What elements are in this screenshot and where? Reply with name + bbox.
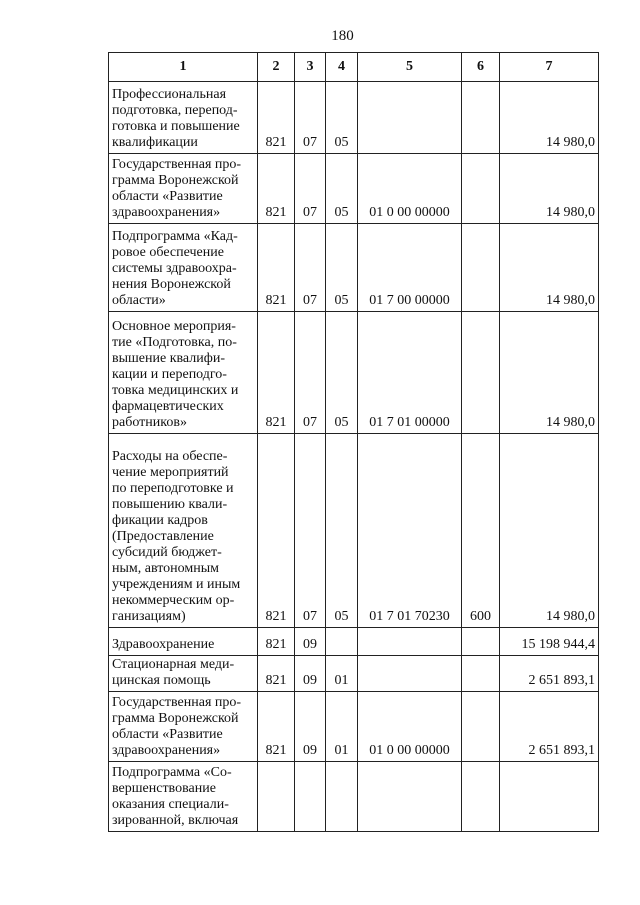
row-name-text: Здравоохранение [112, 637, 215, 652]
row-section: 07 [295, 312, 326, 434]
row-subsection: 01 [326, 692, 358, 762]
row-grbs: 821 [258, 656, 295, 692]
row-grbs: 821 [258, 154, 295, 224]
row-name [109, 692, 258, 762]
table-row [109, 224, 599, 312]
row-name-text: Профессиональная подготовка, перепод- готовка и повышение квалификации [112, 87, 240, 150]
row-name-text: Стационарная меди- цинская помощь [112, 657, 235, 688]
row-sum: 2 651 893,1 [500, 692, 599, 762]
row-expense-type [462, 154, 500, 224]
row-name [109, 434, 258, 628]
row-name [109, 656, 258, 692]
row-name [109, 762, 258, 832]
row-name [109, 154, 258, 224]
row-sum: 14 980,0 [500, 82, 599, 154]
row-grbs [258, 762, 295, 832]
row-sum: 14 980,0 [500, 224, 599, 312]
header-col-7: 7 [500, 53, 599, 82]
row-section: 07 [295, 224, 326, 312]
header-col-1: 1 [109, 53, 258, 82]
row-section [295, 762, 326, 832]
row-expense-type [462, 656, 500, 692]
row-sum: 15 198 944,4 [500, 628, 599, 656]
header-col-2: 2 [258, 53, 295, 82]
row-target-article [358, 762, 462, 832]
row-sum: 14 980,0 [500, 434, 599, 628]
row-name-text: Государственная про- грамма Воронежской области «Развитие здравоохранения» [112, 157, 242, 220]
row-section: 09 [295, 692, 326, 762]
row-subsection [326, 628, 358, 656]
row-target-article [358, 628, 462, 656]
table-row [109, 656, 599, 692]
row-target-article: 01 7 01 70230 [358, 434, 462, 628]
row-subsection [326, 762, 358, 832]
header-col-4: 4 [326, 53, 358, 82]
page-number: 180 [331, 28, 354, 44]
row-subsection: 05 [326, 154, 358, 224]
row-expense-type [462, 692, 500, 762]
row-target-article: 01 0 00 00000 [358, 692, 462, 762]
table-row [109, 692, 599, 762]
row-sum: 14 980,0 [500, 154, 599, 224]
row-name-text: Государственная про- грамма Воронежской области «Развитие здравоохранения» [112, 695, 242, 758]
table-row [109, 628, 599, 656]
row-name [109, 224, 258, 312]
row-name [109, 312, 258, 434]
row-section: 09 [295, 628, 326, 656]
header-col-3: 3 [295, 53, 326, 82]
table-header-row [109, 53, 599, 82]
row-target-article: 01 0 00 00000 [358, 154, 462, 224]
table-row [109, 434, 599, 628]
budget-table [108, 52, 599, 832]
row-name [109, 628, 258, 656]
row-expense-type [462, 628, 500, 656]
row-section: 07 [295, 434, 326, 628]
row-expense-type [462, 224, 500, 312]
row-subsection: 05 [326, 312, 358, 434]
row-subsection: 05 [326, 82, 358, 154]
row-sum [500, 762, 599, 832]
row-name-text: Основное мероприя- тие «Подготовка, по- вышение квалифи- кации и переподго- товка медицинских и фармацевтических работников» [112, 319, 239, 430]
table-row [109, 154, 599, 224]
row-section: 07 [295, 82, 326, 154]
row-grbs: 821 [258, 434, 295, 628]
row-grbs: 821 [258, 628, 295, 656]
row-expense-type: 600 [462, 434, 500, 628]
table-row [109, 762, 599, 832]
row-expense-type [462, 762, 500, 832]
row-grbs: 821 [258, 312, 295, 434]
row-expense-type [462, 312, 500, 434]
row-target-article: 01 7 00 00000 [358, 224, 462, 312]
row-section: 09 [295, 656, 326, 692]
row-target-article: 01 7 01 00000 [358, 312, 462, 434]
row-section: 07 [295, 154, 326, 224]
row-target-article [358, 82, 462, 154]
row-sum: 2 651 893,1 [500, 656, 599, 692]
row-target-article [358, 656, 462, 692]
row-name-text: Подпрограмма «Со- вершенствование оказания специали- зированной, включая [112, 765, 239, 828]
row-subsection: 05 [326, 434, 358, 628]
row-expense-type [462, 82, 500, 154]
row-sum: 14 980,0 [500, 312, 599, 434]
row-name-text: Расходы на обеспе- чение мероприятий по переподготовке и повышению квали- фикации кадров (Предоставление субсидий бюджет- ным, автономным учреждениям и иным некоммерческим ор- ганизациям) [112, 449, 241, 624]
row-name-text: Подпрограмма «Кад- ровое обеспечение системы здравоохра- нения Воронежской области» [112, 229, 238, 308]
row-subsection: 01 [326, 656, 358, 692]
row-subsection: 05 [326, 224, 358, 312]
table-row [109, 312, 599, 434]
header-col-5: 5 [358, 53, 462, 82]
row-name [109, 82, 258, 154]
row-grbs: 821 [258, 224, 295, 312]
row-grbs: 821 [258, 82, 295, 154]
row-grbs: 821 [258, 692, 295, 762]
table-row [109, 82, 599, 154]
header-col-6: 6 [462, 53, 500, 82]
